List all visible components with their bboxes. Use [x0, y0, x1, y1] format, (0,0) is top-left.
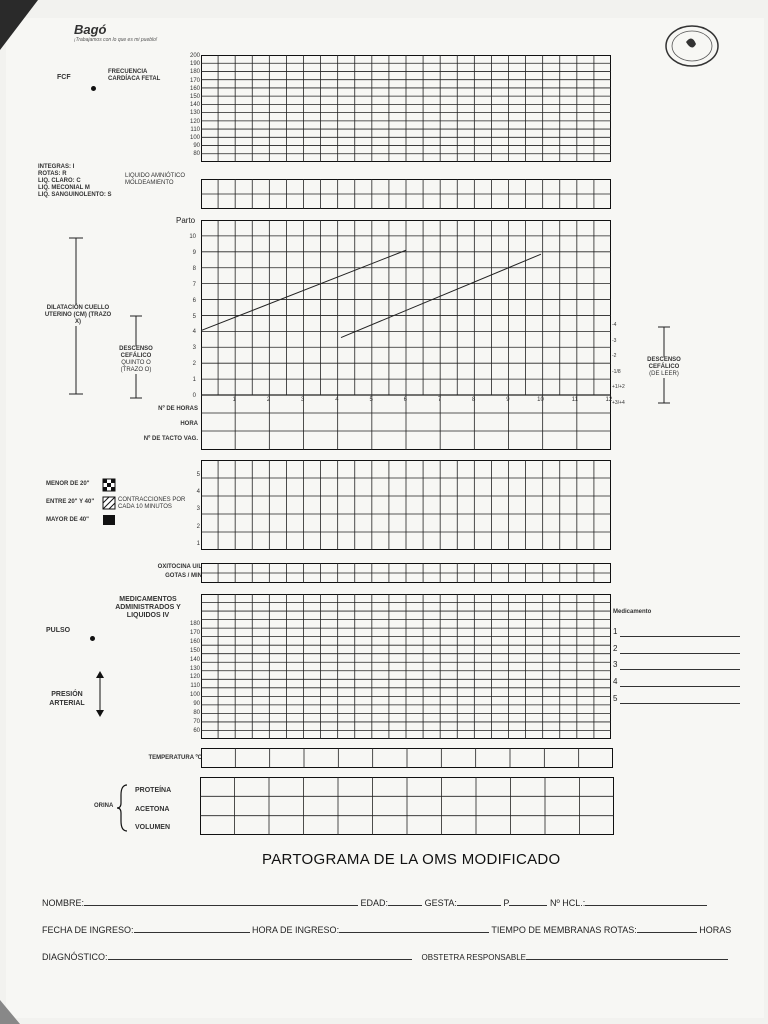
- pulse-dot-icon: [90, 636, 95, 641]
- dilation-y-tick: 0: [192, 393, 196, 399]
- fcf-tick: 110: [190, 126, 200, 133]
- descent-right-label: DESCENSO CEFÁLICO: [640, 357, 688, 371]
- obstetrician-label: OBSTETRA RESPONSABLE: [421, 953, 527, 962]
- membrane-time-label: TIEMPO DE MEMBRANAS ROTAS:: [491, 925, 637, 935]
- urine-row-label: VOLUMEN: [135, 824, 170, 831]
- liquid-legend-item: ROTAS: R: [38, 171, 67, 177]
- brand-tagline: ¡Trabajamos con lo que es mi pueblo!: [74, 37, 158, 43]
- vitals-tick: 80: [193, 710, 200, 716]
- gesta-label: GESTA:: [424, 898, 457, 908]
- dilation-y-tick: 3: [192, 345, 196, 352]
- age-label: EDAD:: [360, 898, 389, 908]
- oxytocin-label: OXITOCINA U/L: [157, 564, 202, 570]
- seal-icon: [664, 24, 724, 74]
- dilation-y-tick: 5: [192, 313, 196, 320]
- dilation-x-tick: 5: [369, 397, 373, 403]
- fcf-tick: 180: [189, 69, 200, 76]
- contraction-tick: 2: [196, 523, 200, 530]
- meds-column-title: Medicamento: [613, 609, 652, 615]
- medication-entry-line[interactable]: [620, 702, 740, 704]
- dilation-grid: [201, 220, 611, 450]
- contraction-tick: 1: [196, 540, 200, 547]
- descent-right-tick: +3/+4: [612, 399, 625, 406]
- vitals-tick: 150: [189, 647, 200, 654]
- descent-right-tick: -3: [612, 337, 617, 344]
- oxytocin-grid: [201, 563, 611, 583]
- fcf-grid: [201, 55, 611, 162]
- brand-logo: Bagó: [74, 22, 107, 37]
- medication-number: 4: [613, 677, 618, 687]
- medication-number: 1: [613, 627, 618, 636]
- fcf-abbr: FCF: [57, 74, 71, 81]
- dilation-x-tick: 2: [266, 397, 271, 403]
- vitals-tick: 110: [190, 683, 200, 690]
- hours-label: HORAS: [699, 925, 732, 935]
- liquid-label: LIQUIDO AMNIÓTICO MOLDEAMIENTO: [125, 173, 186, 186]
- vitals-grid: [201, 594, 611, 739]
- dilation-y-tick: 4: [192, 329, 196, 336]
- dilation-x-tick: 11: [571, 397, 578, 403]
- fcf-tick: 190: [189, 61, 200, 68]
- vitals-tick: 70: [193, 718, 200, 725]
- contraction-grid: [201, 460, 611, 550]
- parto-label: Parto: [176, 216, 196, 225]
- dilation-x-tick: 9: [506, 397, 510, 403]
- legend-more-label: MAYOR DE 40": [46, 517, 89, 523]
- fcf-tick: 80: [193, 151, 200, 158]
- dilation-y-tick: 6: [192, 297, 196, 304]
- legend-less-label: MENOR DE 20": [46, 481, 90, 487]
- dilation-y-tick: 7: [192, 281, 196, 288]
- p-label: P: [503, 898, 510, 908]
- vitals-tick: 120: [189, 674, 200, 681]
- vitals-tick: 140: [189, 656, 200, 663]
- dilation-x-tick: 6: [403, 397, 407, 403]
- descent-right-tick: +1/+2: [612, 384, 625, 390]
- drops-label: GOTAS / MIN: [165, 573, 202, 579]
- field-admission[interactable]: [42, 924, 731, 935]
- admission-date-label: FECHA DE INGRESO:: [42, 925, 134, 935]
- vitals-tick: 100: [189, 692, 200, 699]
- fcf-tick: 160: [189, 85, 200, 92]
- row-exam-label: Nº DE TACTO VAG.: [143, 436, 198, 442]
- fcf-tick: 140: [189, 102, 200, 109]
- fcf-tick: 150: [189, 94, 200, 100]
- fcf-dot-icon: [91, 86, 96, 91]
- fcf-label: FRECUENCIA CARDÍACA FETAL: [108, 69, 161, 82]
- dilation-y-tick: 1: [192, 377, 196, 384]
- fcf-tick: 200: [189, 53, 200, 59]
- urine-grid: [200, 777, 614, 835]
- descent-right-tick: -1/8: [612, 368, 621, 375]
- dilation-x-tick: 4: [335, 397, 339, 403]
- diagnosis-label: DIAGNÓSTICO:: [42, 952, 108, 962]
- meds-label: MEDICAMENTOS ADMINISTRADOS Y LIQUIDOS IV: [115, 596, 181, 619]
- dilation-x-tick: 3: [301, 397, 305, 403]
- medication-entry-line[interactable]: [620, 685, 740, 687]
- medication-number: 5: [613, 693, 618, 703]
- descent-left-label: DESCENSO CEFÁLICO: [112, 346, 160, 360]
- checker-icon: [103, 479, 115, 491]
- dilation-x-tick: 12: [605, 397, 613, 403]
- field-diagnosis[interactable]: [42, 951, 728, 962]
- dilation-y-tick: 2: [192, 361, 196, 368]
- vitals-tick: 160: [189, 638, 200, 645]
- medication-entry-line[interactable]: [620, 668, 740, 670]
- dilation-y-tick: 8: [192, 265, 196, 272]
- descent-left-sub: QUINTO O (TRAZO O): [112, 360, 160, 374]
- dilation-label: DILATACIÓN CUELLO UTERINO (CM) (TRAZO X): [42, 305, 114, 326]
- dilation-y-tick: 9: [192, 249, 196, 256]
- form-title: PARTOGRAMA DE LA OMS MODIFICADO: [262, 851, 561, 868]
- admission-time-label: HORA DE INGRESO:: [252, 925, 340, 935]
- medication-entry-line[interactable]: [620, 652, 740, 654]
- contraction-tick: 4: [196, 489, 200, 496]
- fcf-tick: 100: [189, 135, 200, 141]
- fcf-tick: 90: [193, 143, 200, 150]
- action-line: [341, 254, 541, 337]
- pulse-label: PULSO: [46, 627, 71, 634]
- vitals-tick: 170: [189, 629, 200, 636]
- vitals-tick: 130: [189, 665, 200, 672]
- liquid-legend-item: LIQ. CLARO: C: [38, 178, 81, 184]
- liquid-legend-item: INTEGRAS: I: [38, 164, 75, 170]
- descent-right-sub: (DE LEER): [640, 371, 688, 378]
- urine-brace: [117, 783, 129, 833]
- contraction-tick: 5: [196, 472, 200, 478]
- medication-number: 3: [613, 660, 618, 670]
- contractions-label: CONTRACCIONES POR CADA 10 MINUTOS: [118, 497, 186, 510]
- vitals-tick: 60: [193, 727, 200, 734]
- descent-right-tick: -2: [612, 353, 617, 359]
- medication-entry-line[interactable]: [620, 635, 740, 637]
- field-name[interactable]: [42, 897, 707, 908]
- dilation-y-tick: 10: [189, 234, 196, 240]
- urine-row-label: ACETONA: [135, 805, 170, 813]
- temperature-label: TEMPERATURA ºC: [148, 755, 202, 761]
- medication-number: 2: [613, 643, 618, 653]
- dilation-x-tick: 7: [437, 397, 442, 403]
- solid-icon: [103, 515, 115, 525]
- descent-right-tick: -4: [612, 322, 617, 328]
- fcf-tick: 130: [189, 110, 200, 117]
- pressure-arrow-icon: [93, 670, 107, 720]
- row-time-label: HORA: [180, 421, 198, 427]
- fcf-tick: 170: [189, 77, 200, 84]
- pressure-label: PRESIÓN ARTERIAL: [49, 691, 85, 707]
- dilation-x-tick: 10: [537, 397, 544, 403]
- vitals-tick: 180: [189, 621, 200, 627]
- urine-label: ORINA: [94, 803, 114, 809]
- liquid-grid: [201, 179, 611, 209]
- vitals-tick: 90: [193, 701, 200, 708]
- contraction-tick: 3: [196, 506, 200, 513]
- row-hours-label: Nº DE HORAS: [158, 406, 198, 412]
- liquid-legend-item: LIQ. SANGUINOLENTO: S: [38, 192, 112, 198]
- fcf-tick: 120: [189, 118, 200, 125]
- liquid-legend-item: LIQ. MECONIAL M: [38, 185, 90, 191]
- name-label: NOMBRE:: [42, 898, 85, 908]
- hcl-label: Nº HCL.:: [549, 898, 586, 908]
- hatch-icon: [103, 497, 115, 509]
- temperature-grid: [201, 748, 613, 768]
- dilation-x-tick: 8: [472, 397, 476, 403]
- urine-row-label: PROTEÍNA: [135, 787, 172, 794]
- legend-mid-label: ENTRE 20" Y 40": [46, 499, 95, 505]
- dilation-x-tick: 1: [232, 397, 236, 403]
